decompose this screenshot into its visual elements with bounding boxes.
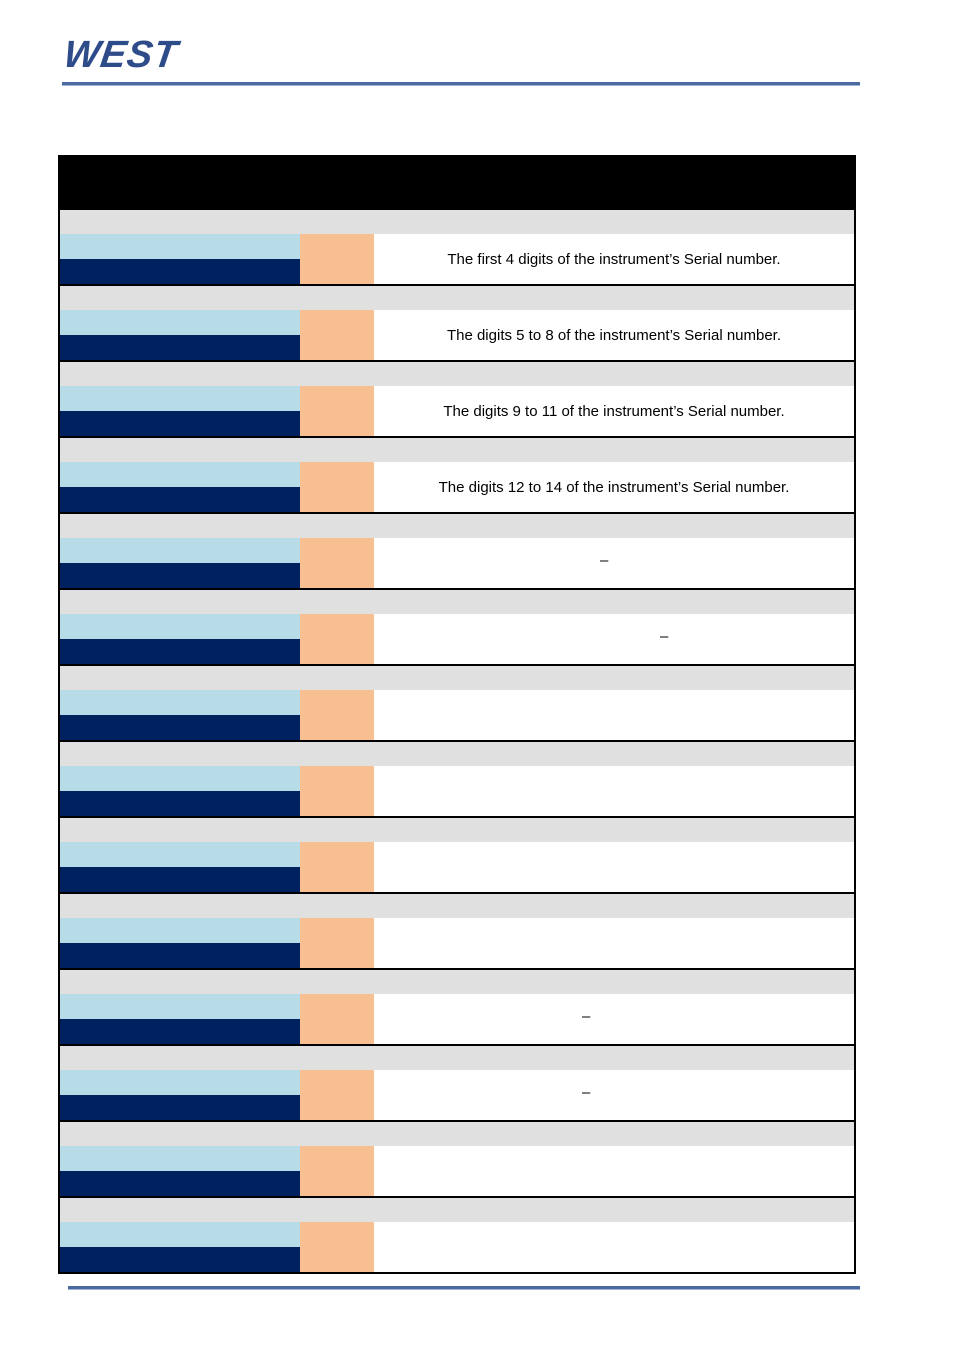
row-heading xyxy=(60,894,854,918)
table-row xyxy=(60,666,854,742)
table-row xyxy=(60,362,854,438)
display-cell xyxy=(60,310,300,360)
display-cell xyxy=(60,994,300,1044)
table-row xyxy=(60,590,854,666)
row-heading xyxy=(60,362,854,386)
description-cell xyxy=(374,690,854,740)
table-row xyxy=(60,742,854,818)
description-cell: – xyxy=(374,994,854,1044)
display-cell xyxy=(60,234,300,284)
level-cell xyxy=(300,1146,374,1196)
row-heading xyxy=(60,818,854,842)
level-cell xyxy=(300,994,374,1044)
description-cell: – xyxy=(374,614,854,664)
table-row xyxy=(60,1122,854,1198)
table-row xyxy=(60,514,854,590)
table-row xyxy=(60,818,854,894)
display-cell xyxy=(60,462,300,512)
display-cell xyxy=(60,690,300,740)
level-cell xyxy=(300,918,374,968)
display-cell xyxy=(60,1146,300,1196)
table-row xyxy=(60,210,854,286)
level-cell xyxy=(300,690,374,740)
display-cell xyxy=(60,766,300,816)
level-cell xyxy=(300,310,374,360)
description-cell: – xyxy=(374,1070,854,1120)
description-cell xyxy=(374,842,854,892)
display-cell xyxy=(60,1070,300,1120)
row-heading xyxy=(60,286,854,310)
description-cell: The digits 12 to 14 of the instrument’s Serial number. xyxy=(374,462,854,512)
level-cell xyxy=(300,614,374,664)
table-row xyxy=(60,438,854,514)
row-heading xyxy=(60,742,854,766)
level-cell xyxy=(300,462,374,512)
table-row xyxy=(60,970,854,1046)
row-heading xyxy=(60,666,854,690)
description-cell: – xyxy=(374,538,854,588)
description-cell xyxy=(374,766,854,816)
row-heading xyxy=(60,210,854,234)
table-row xyxy=(60,286,854,362)
row-heading xyxy=(60,590,854,614)
parameter-table xyxy=(58,155,856,1274)
level-cell xyxy=(300,1222,374,1272)
display-cell xyxy=(60,386,300,436)
level-cell xyxy=(300,1070,374,1120)
display-cell xyxy=(60,614,300,664)
description-cell: The digits 5 to 8 of the instrument’s Serial number. xyxy=(374,310,854,360)
description-cell xyxy=(374,1222,854,1272)
table-row xyxy=(60,894,854,970)
display-cell xyxy=(60,842,300,892)
display-cell xyxy=(60,538,300,588)
description-cell xyxy=(374,918,854,968)
row-heading xyxy=(60,970,854,994)
display-cell xyxy=(60,918,300,968)
level-cell xyxy=(300,234,374,284)
west-logo: WEST xyxy=(61,34,181,76)
row-heading xyxy=(60,438,854,462)
table-header xyxy=(60,157,854,210)
description-cell: The first 4 digits of the instrument’s Serial number. xyxy=(374,234,854,284)
table-row xyxy=(60,1198,854,1272)
level-cell xyxy=(300,386,374,436)
level-cell xyxy=(300,538,374,588)
table-row xyxy=(60,1046,854,1122)
level-cell xyxy=(300,766,374,816)
description-cell: The digits 9 to 11 of the instrument’s Serial number. xyxy=(374,386,854,436)
row-heading xyxy=(60,1198,854,1222)
footer-rule xyxy=(68,1286,860,1290)
row-heading xyxy=(60,1122,854,1146)
level-cell xyxy=(300,842,374,892)
row-heading xyxy=(60,1046,854,1070)
display-cell xyxy=(60,1222,300,1272)
header-rule xyxy=(62,82,860,86)
row-heading xyxy=(60,514,854,538)
description-cell xyxy=(374,1146,854,1196)
